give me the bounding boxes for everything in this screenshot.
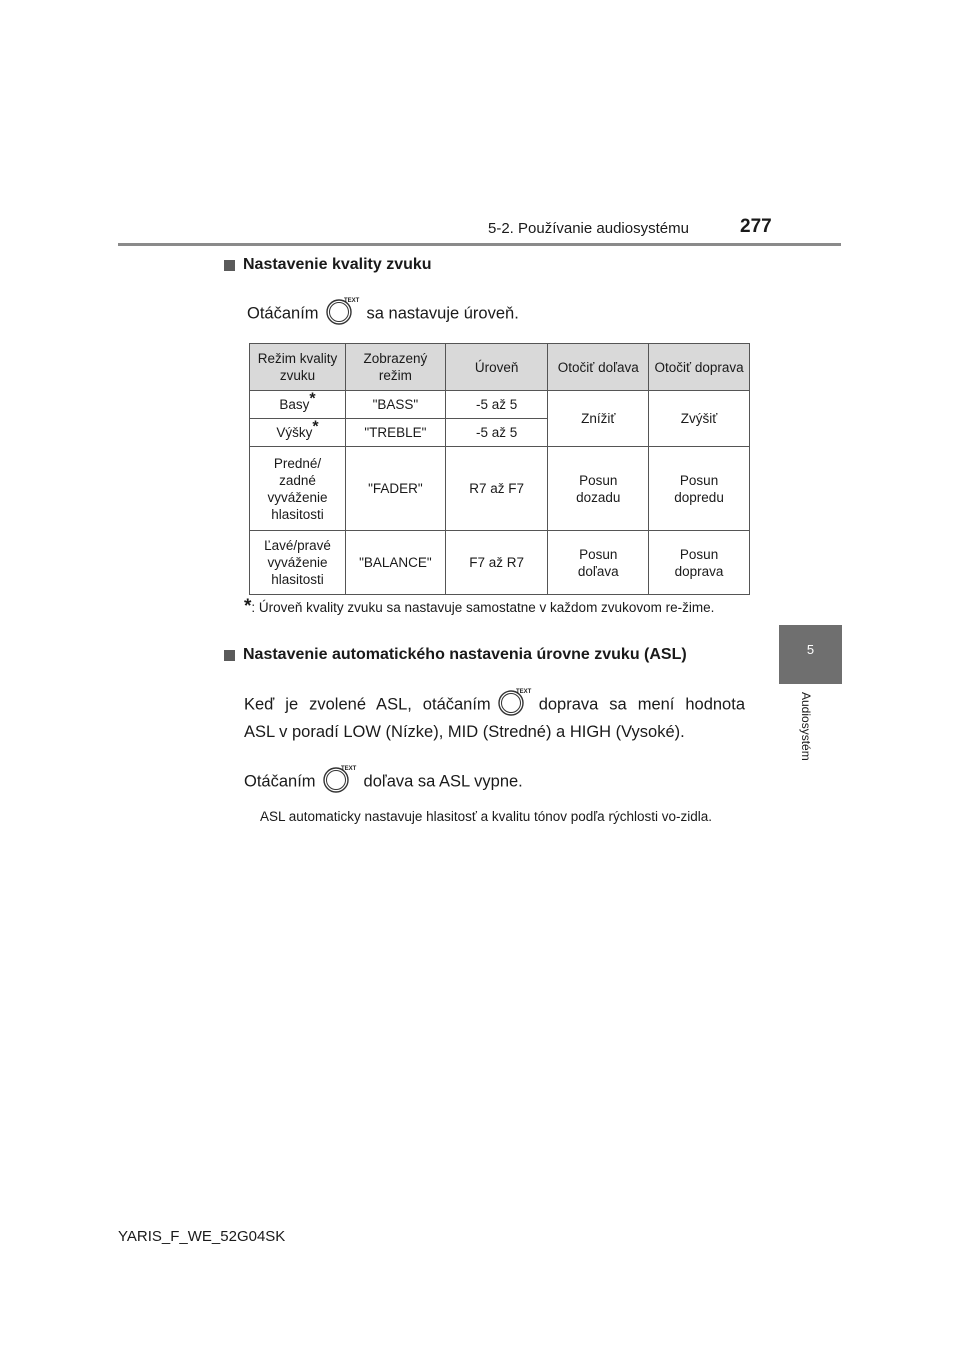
intro-text-before: Otáčaním bbox=[247, 304, 319, 323]
heading-text: Nastavenie automatického nastavenia úrovne zvuku (ASL) bbox=[243, 646, 687, 663]
footnote-text: : Úroveň kvality zvuku sa nastavuje samostatne v každom zvukovom re-žime. bbox=[251, 600, 715, 615]
header-cell: Režim kvality zvuku bbox=[250, 344, 346, 391]
table-row bbox=[250, 447, 750, 531]
mode-cell: Predné/ zadné vyváženie hlasitosti bbox=[250, 447, 346, 531]
left-action-cell: Znížiť bbox=[548, 391, 649, 447]
display-cell: "BASS" bbox=[345, 391, 445, 419]
knob-label: TEXT bbox=[340, 766, 356, 772]
intro-text-after: sa nastavuje úroveň. bbox=[366, 304, 519, 323]
table-row bbox=[250, 531, 750, 595]
right-action-cell: Posun doprava bbox=[649, 531, 750, 595]
page-number: 277 bbox=[740, 216, 772, 237]
square-bullet-icon bbox=[224, 650, 235, 661]
asl-note: ASL automaticky nastavuje hlasitosť a kvalitu tónov podľa rýchlosti vo-zidla. bbox=[260, 809, 712, 824]
document-code: YARIS_F_WE_52G04SK bbox=[118, 1228, 286, 1245]
level-cell: R7 až F7 bbox=[445, 447, 548, 531]
level-cell: -5 až 5 bbox=[445, 419, 548, 447]
display-cell: "FADER" bbox=[345, 447, 445, 531]
level-cell: -5 až 5 bbox=[445, 391, 548, 419]
chapter-label: Audiosystém bbox=[799, 692, 813, 761]
text-knob-icon bbox=[325, 296, 361, 332]
right-action-cell: Posun dopredu bbox=[649, 447, 750, 531]
asl-off-text-after: doľava sa ASL vypne. bbox=[363, 772, 523, 791]
right-action-cell: Zvýšiť bbox=[649, 391, 750, 447]
mode-cell: Ľavé/pravé vyváženie hlasitosti bbox=[250, 531, 346, 595]
footnote-asterisk: * bbox=[244, 596, 252, 617]
chapter-number: 5 bbox=[806, 642, 815, 657]
asterisk-marker: * bbox=[309, 390, 316, 408]
sound-quality-table bbox=[249, 343, 750, 595]
knob-label: TEXT bbox=[343, 298, 359, 304]
asl-text-before: Keď je zvolené ASL, otáčaním bbox=[244, 695, 491, 714]
left-action-cell: Posun doľava bbox=[548, 531, 649, 595]
text-knob-icon bbox=[497, 687, 533, 723]
asterisk-marker: * bbox=[312, 418, 319, 436]
asl-text-after: doprava sa mení hodnota bbox=[538, 695, 745, 714]
asl-line-1 bbox=[244, 687, 745, 723]
header-cell: Otočiť doľava bbox=[548, 344, 649, 391]
header-cell: Otočiť doprava bbox=[649, 344, 750, 391]
section-heading-asl bbox=[224, 646, 687, 664]
header-cell: Úroveň bbox=[445, 344, 548, 391]
section-title: 5-2. Používanie audiosystému bbox=[488, 220, 689, 237]
chapter-tab bbox=[779, 625, 842, 684]
table-footnote bbox=[244, 597, 749, 618]
heading-text: Nastavenie kvality zvuku bbox=[243, 256, 432, 273]
display-cell: "BALANCE" bbox=[345, 531, 445, 595]
table-header-row bbox=[250, 344, 750, 391]
display-cell: "TREBLE" bbox=[345, 419, 445, 447]
asl-off-text-before: Otáčaním bbox=[244, 772, 316, 791]
chapter-label-container bbox=[797, 692, 819, 782]
mode-cell: Basy* bbox=[250, 391, 346, 419]
section-heading-sound-quality bbox=[224, 256, 432, 274]
left-action-cell: Posun dozadu bbox=[548, 447, 649, 531]
asl-line-2: ASL v poradí LOW (Nízke), MID (Stredné) a HIGH (Vysoké). bbox=[244, 723, 685, 741]
text-knob-icon bbox=[322, 764, 358, 800]
asl-line-3 bbox=[244, 764, 523, 800]
intro-sentence bbox=[247, 296, 519, 332]
header-divider bbox=[118, 243, 841, 246]
header-cell: Zobrazený režim bbox=[345, 344, 445, 391]
square-bullet-icon bbox=[224, 260, 235, 271]
mode-cell: Výšky* bbox=[250, 419, 346, 447]
knob-label: TEXT bbox=[515, 689, 532, 695]
level-cell: F7 až R7 bbox=[445, 531, 548, 595]
table-row bbox=[250, 391, 750, 419]
